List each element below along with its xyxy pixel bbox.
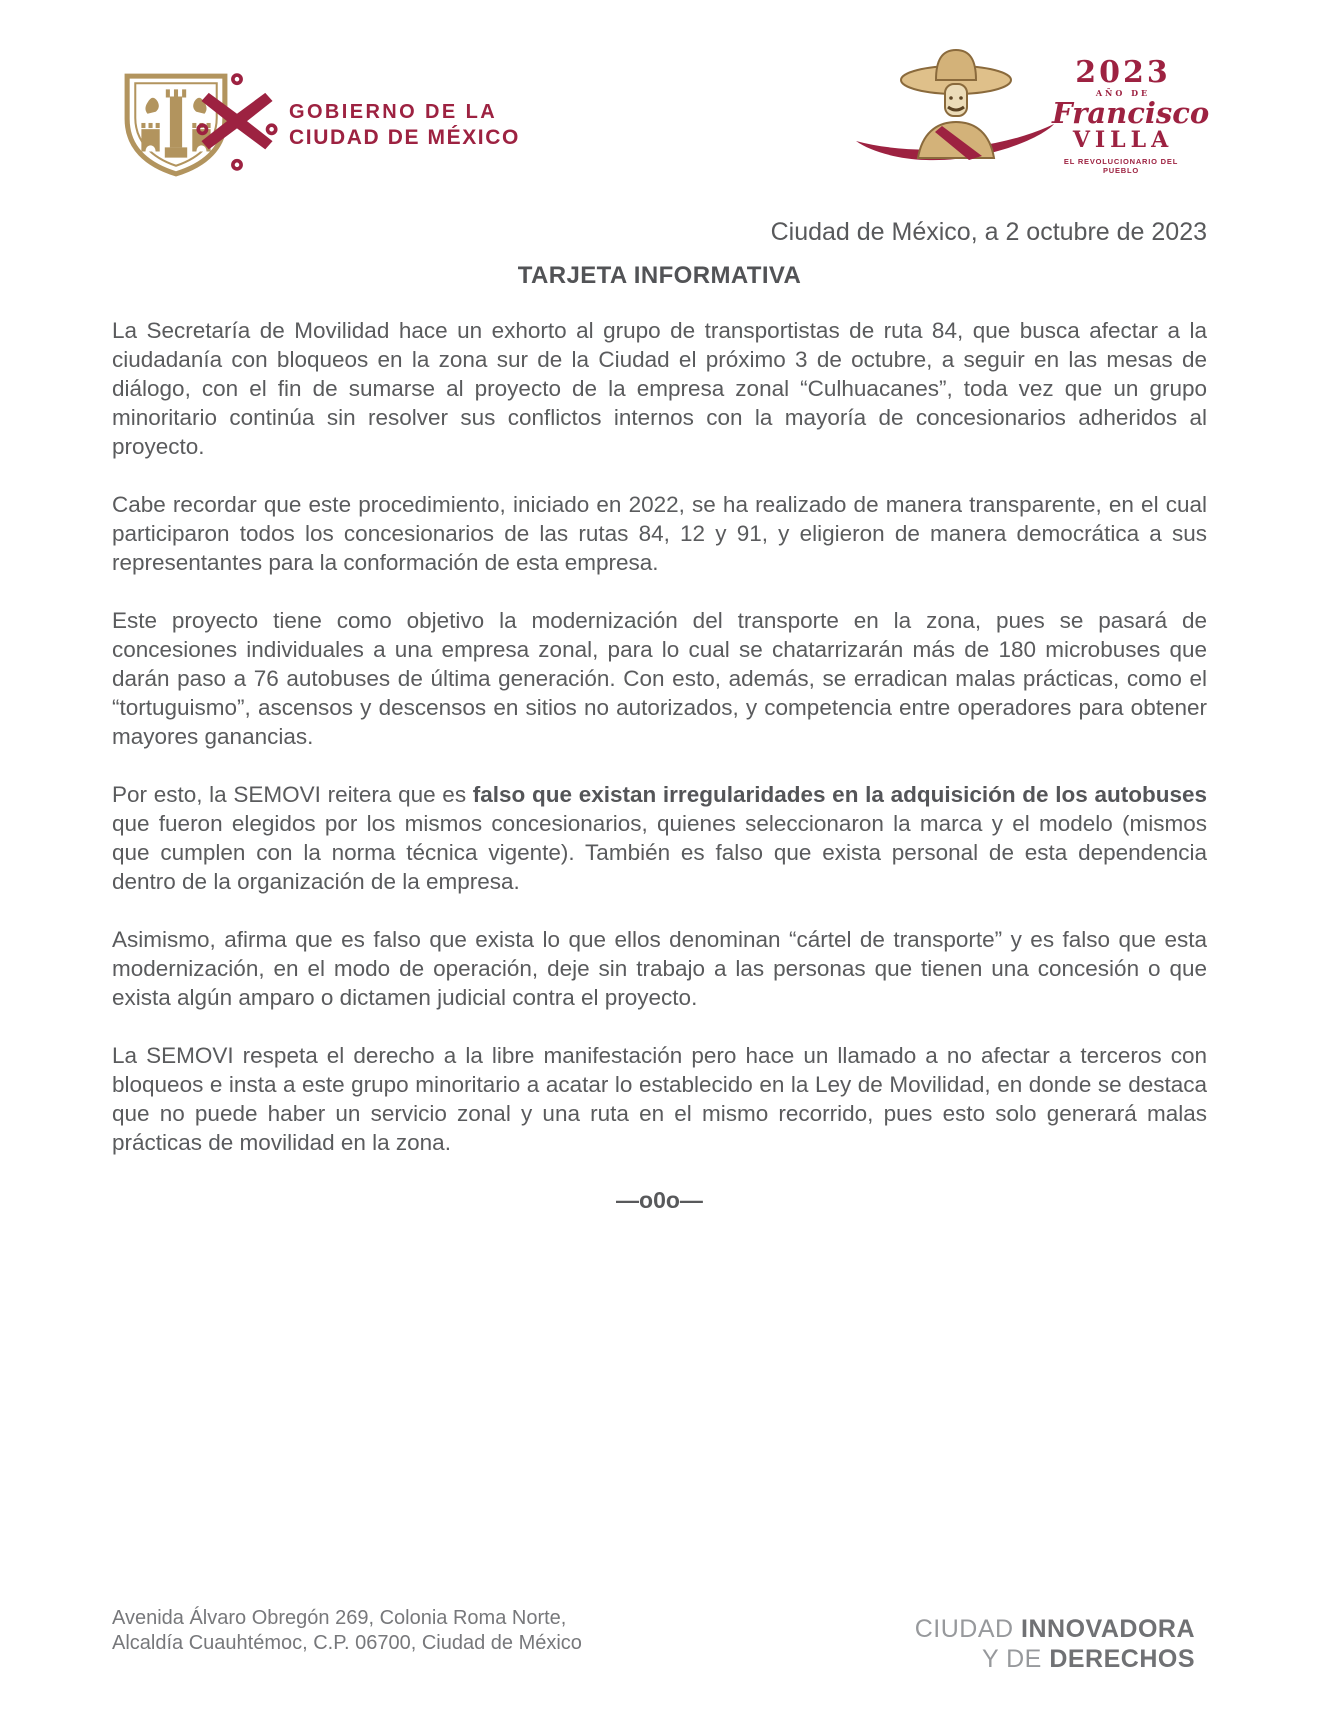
slogan-derechos: DERECHOS bbox=[1049, 1645, 1195, 1673]
paragraph-4-post: que fueron elegidos por los mismos concesionarios, quienes seleccionaron la marca y el modelo (mismos que cumplen con la norma técnica vigente). También es falso que exista personal de esta dependencia dentro de la organización de la empresa. bbox=[112, 811, 1207, 894]
government-wordmark-line1: GOBIERNO DE LA bbox=[289, 101, 498, 123]
paragraph-5: Asimismo, afirma que es falso que exista lo que ellos denominan “cártel de transporte” y es falso que esta modernización, en el modo de operación, deje sin trabajo a las personas que tienen una concesión o que exista algún amparo o dictamen judicial contra el proyecto. bbox=[112, 927, 1207, 1010]
government-wordmark bbox=[289, 99, 520, 151]
date-line: Ciudad de México, a 2 octubre de 2023 bbox=[770, 218, 1207, 246]
footer-address-line1: Avenida Álvaro Obregón 269, Colonia Roma Norte, bbox=[112, 1607, 567, 1629]
paragraph-4 bbox=[112, 780, 1207, 896]
paragraph-3: Este proyecto tiene como objetivo la modernización del transporte en la zona, pues se pasará de concesiones individuales a una empresa zonal, para lo cual se chatarrizarán más de 180 microbuses que darán paso a 76 autobuses de última generación. Con esto, además, se erradican malas prácticas, como el “tortuguismo”, ascensos y descensos en sitios no autorizados, y competencia entre operadores para obtener mayores ganancias. bbox=[112, 608, 1207, 749]
document-body bbox=[112, 316, 1207, 1215]
government-wordmark-line2: CIUDAD DE MÉXICO bbox=[289, 126, 520, 149]
document-title: TARJETA INFORMATIVA bbox=[517, 262, 802, 289]
paragraph-6: La SEMOVI respeta el derecho a la libre manifestación pero hace un llamado a no afectar a terceros con bloqueos e insta a este grupo minoritario a acatar lo establecido en la Ley de Movilidad, en donde se destaca que no puede haber un servicio zonal y una ruta en el mismo recorrido, pues esto solo generará malas prácticas de movilidad en la zona. bbox=[112, 1043, 1207, 1155]
francisco-villa-portrait-icon bbox=[856, 38, 1056, 178]
francisco-villa-2023-badge bbox=[856, 38, 1210, 180]
slogan-innovadora: INNOVADORA bbox=[1021, 1615, 1195, 1643]
paragraph-1: La Secretaría de Movilidad hace un exhorto al grupo de transportistas de ruta 84, que busca afectar a la ciudadanía con bloqueos en la zona sur de la Ciudad el próximo 3 de octubre, a seguir en las mesas de diálogo, con el fin de sumarse al proyecto de la empresa zonal “Culhuacanes”, toda vez que un grupo minoritario continúa sin resolver sus conflictos internos con la mayoría de concesionarios adheridos al proyecto. bbox=[112, 318, 1207, 459]
slogan-ciudad: CIUDAD bbox=[914, 1615, 1014, 1643]
end-separator: —o0o— bbox=[616, 1187, 703, 1213]
cdmx-government-logo-icon bbox=[196, 66, 278, 183]
villa-name-script: Francisco bbox=[1052, 96, 1210, 130]
footer-slogan-line2 bbox=[915, 1644, 1195, 1674]
paragraph-4-bold: falso que existan irregularidades en la adquisición de los autobuses bbox=[472, 782, 1207, 807]
villa-wordmark bbox=[1052, 55, 1210, 153]
villa-name-caps: VILLA bbox=[1072, 127, 1174, 153]
villa-year: 2023 bbox=[1075, 55, 1171, 90]
villa-subtitle: AÑO DE bbox=[1095, 88, 1151, 98]
paragraph-4-pre: Por esto, la SEMOVI reitera que es bbox=[112, 782, 473, 807]
footer-slogan bbox=[915, 1614, 1195, 1674]
footer-slogan-line1 bbox=[915, 1614, 1195, 1644]
footer-address bbox=[112, 1606, 582, 1656]
villa-tagline: EL REVOLUCIONARIO DEL PUEBLO bbox=[1063, 157, 1179, 175]
footer-address-line2: Alcaldía Cuauhtémoc, C.P. 06700, Ciudad de México bbox=[112, 1632, 582, 1654]
slogan-y-de: Y DE bbox=[981, 1645, 1042, 1673]
paragraph-2: Cabe recordar que este procedimiento, iniciado en 2022, se ha realizado de manera transparente, en el cual participaron todos los concesionarios de las rutas 84, 12 y 91, y eligieron de manera democrática a sus representantes para la conformación de esta empresa. bbox=[112, 492, 1207, 575]
